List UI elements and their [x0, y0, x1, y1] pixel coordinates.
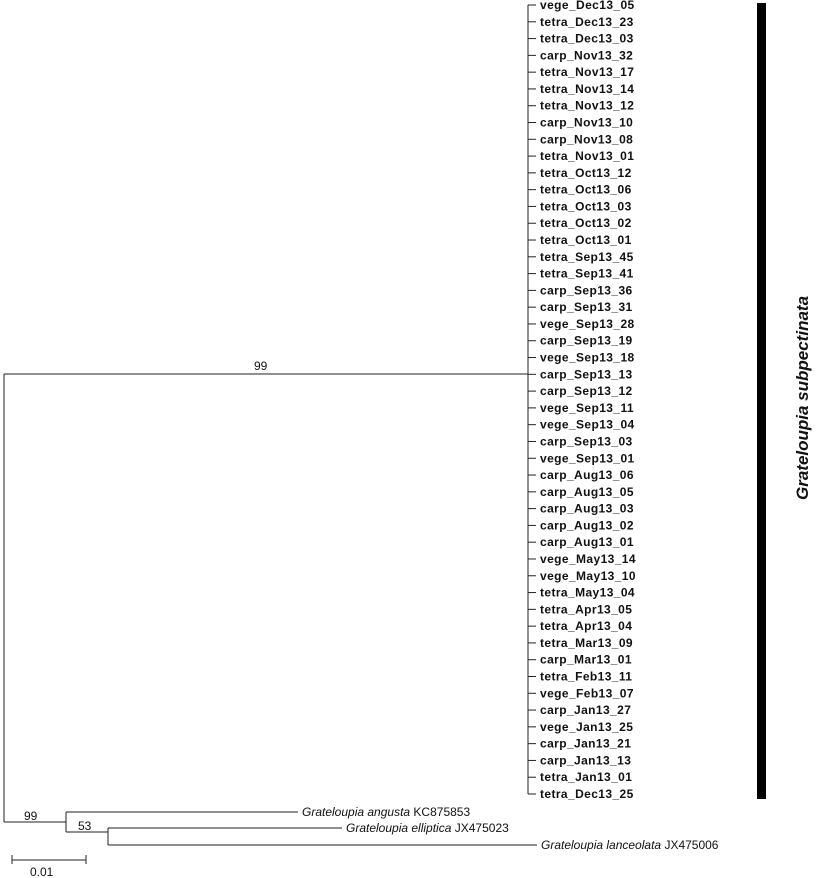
tip-label: carp_Sep13_12 — [540, 384, 633, 399]
tip-label: carp_Nov13_08 — [540, 132, 634, 147]
tip-label: carp_Jan13_27 — [540, 703, 632, 718]
tip-label: carp_Jan13_13 — [540, 753, 632, 768]
tip-label: vege_Sep13_11 — [540, 400, 634, 415]
outgroup-bootstrap-outer: 99 — [24, 809, 38, 823]
tip-label: tetra_Apr13_04 — [540, 619, 633, 634]
outgroup-bootstrap-inner: 53 — [78, 819, 92, 833]
tip-label: carp_Aug13_01 — [540, 535, 634, 550]
tip-label: tetra_Oct13_03 — [540, 199, 632, 214]
tip-label: vege_Sep13_04 — [540, 417, 635, 432]
tip-label: carp_Aug13_03 — [540, 501, 634, 516]
tip-label: carp_Nov13_10 — [540, 115, 634, 130]
tip-label: carp_Sep13_13 — [540, 367, 633, 382]
tip-label: tetra_May13_04 — [540, 585, 635, 600]
tip-label: vege_May13_14 — [540, 551, 636, 566]
tip-label: tetra_Jan13_01 — [540, 770, 633, 785]
tip-label: tetra_Feb13_11 — [540, 669, 633, 684]
tip-label: tetra_Oct13_06 — [540, 182, 632, 197]
tip-label: carp_Sep13_31 — [540, 300, 633, 315]
tip-label: carp_Mar13_01 — [540, 652, 632, 667]
clade-bar — [757, 3, 766, 799]
tip-label: tetra_Oct13_01 — [540, 233, 632, 248]
tip-label: vege_Sep13_28 — [540, 316, 635, 331]
tip-label: tetra_Nov13_17 — [540, 65, 635, 80]
tip-label: carp_Sep13_19 — [540, 333, 633, 348]
tip-label: tetra_Nov13_01 — [540, 149, 635, 164]
outgroup-tip-lanceolata: Grateloupia lanceolata JX475006 — [541, 838, 719, 852]
tip-label: carp_Nov13_32 — [540, 48, 634, 63]
tip-label: tetra_Oct13_12 — [540, 165, 632, 180]
tip-label: tetra_Sep13_41 — [540, 266, 634, 281]
tip-label: vege_Jan13_25 — [540, 719, 634, 734]
tip-label: tetra_Mar13_09 — [540, 635, 633, 650]
clade-tips — [528, 0, 636, 801]
tip-label: vege_Feb13_07 — [540, 686, 634, 701]
tip-label: vege_Sep13_01 — [540, 451, 635, 466]
tip-label: carp_Aug13_02 — [540, 518, 634, 533]
tip-label: vege_Sep13_18 — [540, 350, 635, 365]
tip-label: tetra_Oct13_02 — [540, 216, 632, 231]
tip-label: vege_May13_10 — [540, 568, 636, 583]
scale-bar-label: 0.01 — [30, 865, 54, 878]
tip-label: tetra_Apr13_05 — [540, 602, 633, 617]
tip-label: carp_Jan13_21 — [540, 736, 632, 751]
tip-label: tetra_Sep13_45 — [540, 249, 634, 264]
tip-label: carp_Sep13_03 — [540, 434, 633, 449]
main-clade-bootstrap: 99 — [254, 359, 268, 373]
tip-label: carp_Aug13_05 — [540, 484, 634, 499]
tip-label: carp_Aug13_06 — [540, 468, 634, 483]
tip-label: tetra_Dec13_23 — [540, 14, 634, 29]
tip-label: tetra_Nov13_14 — [540, 81, 635, 96]
tip-label: tetra_Dec13_25 — [540, 787, 634, 801]
tip-label: vege_Dec13_05 — [540, 0, 635, 12]
tip-label: tetra_Nov13_12 — [540, 98, 635, 113]
tip-label: carp_Sep13_36 — [540, 283, 633, 298]
outgroup-tip-angusta: Grateloupia angusta KC875853 — [302, 805, 471, 819]
tip-label: tetra_Dec13_03 — [540, 31, 634, 46]
outgroup-tip-elliptica: Grateloupia elliptica JX475023 — [346, 821, 509, 835]
clade-label: Grateloupia subpectinata — [793, 295, 812, 501]
scale-bar — [12, 855, 86, 878]
